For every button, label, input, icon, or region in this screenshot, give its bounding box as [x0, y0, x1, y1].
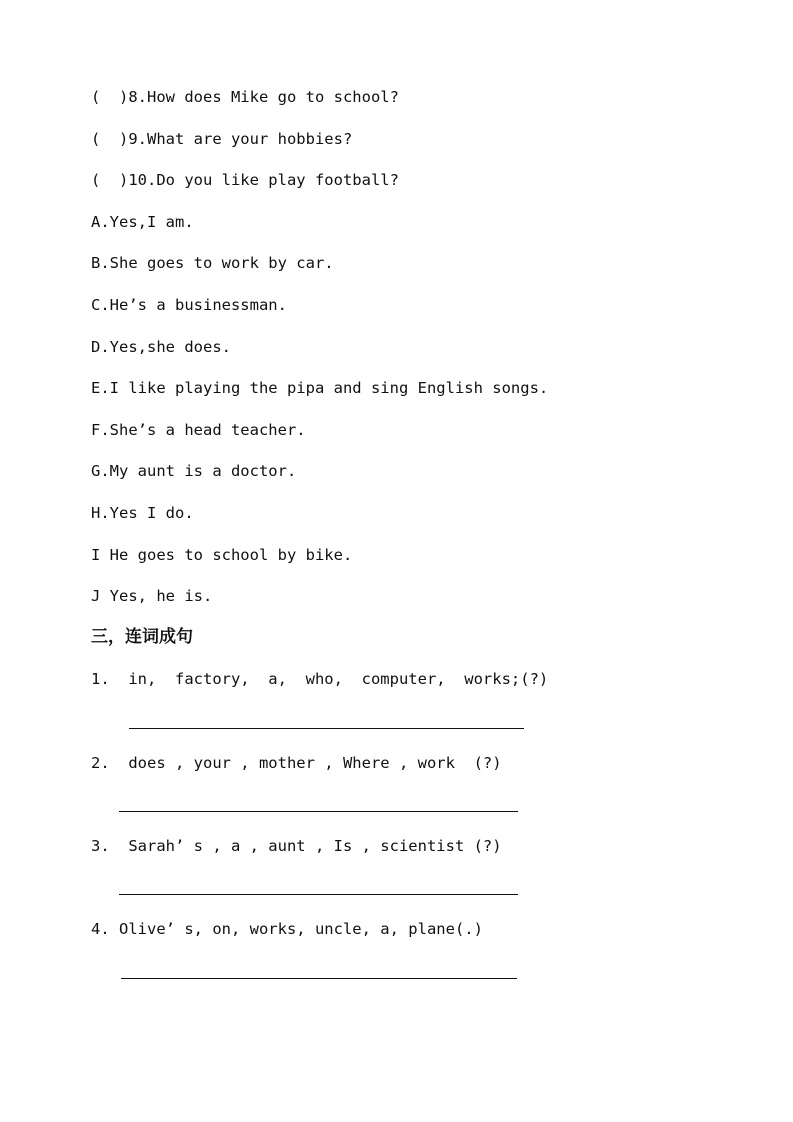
option-e: E.I like playing the pipa and sing English songs.: [91, 379, 549, 397]
option-j: J Yes, he is.: [91, 587, 213, 605]
option-i: I He goes to school by bike.: [91, 546, 353, 564]
answer-line-2[interactable]: [119, 811, 518, 812]
question-8: ( )8.How does Mike go to school?: [91, 88, 399, 106]
reorder-item-4: 4. Olive’ s, on, works, uncle, a, plane(.): [91, 920, 483, 938]
answer-line-4[interactable]: [121, 978, 517, 979]
option-f: F.She’s a head teacher.: [91, 421, 306, 439]
answer-line-1[interactable]: [129, 728, 524, 729]
option-g: G.My aunt is a doctor.: [91, 462, 297, 480]
answer-line-3[interactable]: [119, 894, 518, 895]
question-10: ( )10.Do you like play football?: [91, 171, 399, 189]
reorder-item-3: 3. Sarah’ s , a , aunt , Is , scientist (?): [91, 837, 502, 855]
question-9: ( )9.What are your hobbies?: [91, 130, 353, 148]
option-a: A.Yes,I am.: [91, 213, 194, 231]
option-c: C.He’s a businessman.: [91, 296, 287, 314]
option-b: B.She goes to work by car.: [91, 254, 334, 272]
option-d: D.Yes,she does.: [91, 338, 231, 356]
reorder-item-1: 1. in, factory, a, who, computer, works;(?): [91, 670, 549, 688]
section-heading: 三，连词成句: [91, 627, 193, 647]
reorder-item-2: 2. does , your , mother , Where , work (?): [91, 754, 502, 772]
option-h: H.Yes I do.: [91, 504, 194, 522]
